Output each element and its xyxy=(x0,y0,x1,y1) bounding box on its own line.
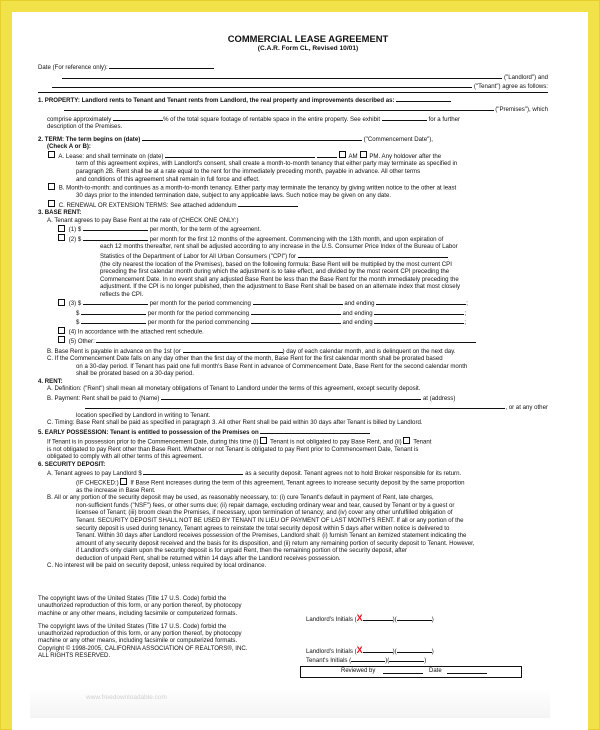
document-subtitle: (C.A.R. Form CL, Revised 10/01) xyxy=(257,45,359,52)
reviewed-by-box xyxy=(300,666,522,678)
page-reflection xyxy=(30,688,550,718)
term-c-line: C. RENEWAL OR EXTENSION TERMS: See attached addendum xyxy=(38,200,548,210)
addendum-field[interactable] xyxy=(238,200,298,207)
deposit-c: C. No interest will be paid on security deposit, unless required by local ordinance. xyxy=(47,562,267,570)
rent-a: A. Definition: ("Rent") shall mean all monetary obligations of Tenant to Landlord under the terms of this agreement, except security deposit. xyxy=(47,385,421,393)
base-rent-b: B. Base Rent is payable in advance on the 1st (or ) day of each calendar month, and is delinquent on the next day. xyxy=(47,347,456,355)
reviewed-by-label: Reviewed by xyxy=(341,668,376,674)
percent-field[interactable] xyxy=(113,114,163,121)
deposit-a-2: (IF CHECKED:) If Base Rent increases during the term of this agreement, Tenant agrees to increase security deposit by the same proportion xyxy=(76,479,465,487)
rent-amount-field[interactable] xyxy=(81,308,146,315)
checkbox[interactable] xyxy=(58,327,65,334)
reviewer-field[interactable] xyxy=(383,667,423,674)
property-line-2: ("Premises"), which xyxy=(38,104,548,114)
term-date-field[interactable] xyxy=(142,134,362,141)
x-mark: X xyxy=(356,613,363,623)
rent-b: B. Payment: Rent shall be paid to (Name) at (address) xyxy=(47,394,456,402)
copyright-notice-full: The copyright laws of the United States (Title 17 U.S. Code) forbid the unauthorized reproduction of this form, or any portion thereof, by photocopy machine or any other means, including facsimile or computerized formats. Copyright © 1998-2005, CALIFORNIA ASSOCIATION OF REALTORS®, INC. ALL RIGHTS RESERVED. xyxy=(38,622,248,660)
section-term: 2. TERM: The term begins on (date) ("Commencement Date"), xyxy=(38,135,434,143)
term-check-label: (Check A or B): xyxy=(47,143,91,151)
cpi-text: (the city nearest the location of the Premises), based on the following formula: Base Rent will be multiplied by the most current CPI xyxy=(100,260,452,268)
deposit-b: non-sufficient funds ("NSF") fees, or other sums due; (ii) repair damage, excluding ordinary wear and tear, caused by Tenant or by a guest or xyxy=(76,501,455,509)
rent-option-4: (4) In accordance with the attached rent schedule. xyxy=(38,327,548,336)
cpi-city-field[interactable] xyxy=(298,251,448,258)
term-a-text: and conditions of this agreement shall remain in full force and effect. xyxy=(76,175,260,183)
checkbox[interactable] xyxy=(48,151,55,158)
period-start-field[interactable] xyxy=(253,298,343,305)
initials-field[interactable] xyxy=(397,646,432,653)
initials-field[interactable] xyxy=(397,614,432,621)
period-end-field[interactable] xyxy=(376,298,466,305)
term-a-text: term of this agreement expires, with Landlord's consent, shall create a month-to-month tenancy that either party may terminate as specified in xyxy=(76,160,458,168)
term-a-line: A. Lease: and shall terminate on (date) AM PM. Any holdover after the xyxy=(38,151,548,161)
deposit-a-3: as the increase in Base Rent. xyxy=(76,486,156,494)
date-field[interactable] xyxy=(109,62,214,69)
possession-date-field[interactable] xyxy=(260,427,370,434)
terminate-date-field[interactable] xyxy=(165,151,315,158)
rent-amount-field[interactable] xyxy=(83,234,148,241)
rent-amount-field[interactable] xyxy=(81,317,146,324)
checkbox[interactable] xyxy=(403,437,410,444)
landlord-line: ("Landlord") and xyxy=(38,72,548,82)
deposit-b: B. All or any portion of the security deposit may be used, as reasonably necessary, to: (i) cure Tenant's default in payment of Rent, late charges, xyxy=(47,494,434,502)
lease-document xyxy=(38,33,548,570)
period-end-field[interactable] xyxy=(374,308,464,315)
early-possession-2: If Tenant is in possession prior to the Commencement Date, during this time (i) Tenant is not obligated to pay Base Rent, and (ii) Tenant xyxy=(47,438,432,446)
early-possession-4: obligated to comply with all other terms of this agreement. xyxy=(47,453,203,461)
property-field-2[interactable] xyxy=(64,104,494,111)
date-line: Date (For reference only): xyxy=(38,62,548,72)
deposit-amount-field[interactable] xyxy=(143,468,243,475)
deposit-b: Tenant. SECURITY DEPOSIT SHALL NOT BE USED BY TENANT IN LIEU OF PAYMENT OF LAST MONTH'S RENT. If all or any portion of the xyxy=(76,516,464,524)
term-b-text: 30 days prior to the intended termination date, subject to any applicable laws. Such notice may be given on any date. xyxy=(76,192,392,200)
section-rent: 4. RENT: xyxy=(38,377,63,385)
checkbox[interactable] xyxy=(48,200,55,207)
x-mark: X xyxy=(356,645,363,655)
term-b-line: B. Month-to-month: and continues as a month-to-month tenancy. Either party may terminate the tenancy by giving written notice to the other at least xyxy=(38,183,548,192)
landlord-initials: Landlord's Initials (X )( ) xyxy=(306,613,434,623)
landlord-initials-2: Landlord's Initials (X )( ) xyxy=(306,645,434,655)
checkbox[interactable] xyxy=(58,225,65,232)
time-field[interactable] xyxy=(317,151,337,158)
rent-option-3b: $ per month for the period commencing and ending ; xyxy=(76,309,467,317)
review-date-label: Date xyxy=(429,668,442,674)
document-footer xyxy=(38,595,548,659)
rent-option-1: (1) $ per month, for the term of the agreement. xyxy=(38,224,548,234)
checkbox[interactable] xyxy=(120,478,127,485)
property-line-3: comprise approximately % of the total square footage of rentable space in the entire property. See exhibit for a further xyxy=(47,115,460,123)
section-base-rent: 3. BASE RENT: xyxy=(38,209,82,217)
exhibit-field[interactable] xyxy=(382,114,427,121)
tenant-line: ("Tenant") agree as follows: xyxy=(38,81,548,91)
deposit-b: if Landlord's only claim upon the security deposit is for unpaid Rent, then the remaining portion of the security deposit, after xyxy=(76,547,408,555)
base-rent-c: C. If the Commencement Date falls on any day other than the first day of the month, Base Rent for the first calendar month shall be prorated based xyxy=(47,355,443,363)
other-field[interactable] xyxy=(96,336,476,343)
initials-field[interactable] xyxy=(363,646,393,653)
cpi-text: Commencement Date. In no event shall any adjusted Base Rent be less than the Base Rent for the month immediately preceding the xyxy=(100,275,459,283)
payment-day-field[interactable] xyxy=(183,346,283,353)
initials-field[interactable] xyxy=(351,655,385,662)
cpi-text: Statistics of the Department of Labor for All Urban Consumers ("CPI") for xyxy=(38,251,548,261)
cpi-text: preceding the first calendar month during which the adjustment is to take effect, and divided by the most recent CPI preceding the xyxy=(100,268,450,276)
tenant-initials: Tenant's Initials ( )( ) xyxy=(306,657,427,664)
property-line-4: description of the Premises. xyxy=(47,123,123,131)
rent-option-3c: $ per month for the period commencing and ending ; xyxy=(76,319,467,327)
checkbox-am[interactable] xyxy=(339,151,346,158)
rent-c: C. Timing: Base Rent shall be paid as specified in paragraph 3. All other Rent shall be paid within 30 days after Tenant is billed by Landlord. xyxy=(47,419,423,427)
period-start-field[interactable] xyxy=(251,317,341,324)
deposit-b: deduction of unpaid Rent, shall be returned within 14 days after the Landlord receives possession. xyxy=(76,554,341,562)
rent-b-2: , or at any other xyxy=(38,402,548,412)
copyright-notice: The copyright laws of the United States (Title 17 U.S. Code) forbid the unauthorized reproduction of this form, or any portion thereof, by photocopy machine or any other means, including facsimile or computerized formats. xyxy=(38,595,242,617)
deposit-a: A. Tenant agrees to pay Landlord $ as a security deposit. Tenant agrees not to hold Broker responsible for its return. xyxy=(47,470,462,478)
property-field[interactable] xyxy=(396,95,451,102)
base-rent-c: shall be prorated based on a 30-day period. xyxy=(76,370,194,378)
rent-amount-field[interactable] xyxy=(83,224,148,231)
divider xyxy=(38,92,548,93)
payee-name-field[interactable] xyxy=(161,393,421,400)
document-title: COMMERCIAL LEASE AGREEMENT xyxy=(227,33,389,44)
checkbox[interactable] xyxy=(58,234,65,241)
review-date-field[interactable] xyxy=(447,667,487,674)
initials-field[interactable] xyxy=(363,614,393,621)
deposit-b: amount of any security deposit received and the basis for its disposition, and (ii) return any remaining portion of security deposit to Tenant. However, xyxy=(76,539,475,547)
landlord-field[interactable] xyxy=(62,72,502,79)
checkbox[interactable] xyxy=(58,299,65,306)
checkbox[interactable] xyxy=(260,437,267,444)
checkbox[interactable] xyxy=(58,336,65,343)
watermark: www.freedownloadable.com xyxy=(86,694,167,701)
deposit-b: security deposit is used during tenancy, Tenant agrees to reinstate the total security deposit within 5 days after written notice is delivered to xyxy=(76,524,450,532)
tenant-field[interactable] xyxy=(52,81,472,88)
section-property: 1. PROPERTY: Landlord rents to Tenant and Tenant rents from Landlord, the real property and improvements described as: xyxy=(38,95,548,105)
period-end-field[interactable] xyxy=(374,317,464,324)
rent-option-3: (3) $ per month for the period commencing and ending ; xyxy=(38,298,548,308)
checkbox[interactable] xyxy=(48,183,55,190)
deposit-b: licensee of Tenant; (iii) broom clean the Premises, if necessary, upon termination of tenancy; and (iv) cover any other unfulfilled obligation of xyxy=(76,509,453,517)
term-a-text: paragraph 2B. Rent shall be at a rate equal to the rent for the immediately preceding month, payable in advance. All other terms xyxy=(76,168,421,176)
checkbox-pm[interactable] xyxy=(360,151,367,158)
deposit-b: Tenant. Within 30 days after Landlord receives possession of the Premises, Landlord shall: (i) furnish Tenant an itemized statement indicating the xyxy=(76,532,467,540)
section-early-possession: 5. EARLY POSSESSION: Tenant is entitled to possession of the Premises on xyxy=(38,427,548,437)
initials-field[interactable] xyxy=(389,655,424,662)
rent-amount-field[interactable] xyxy=(83,298,148,305)
rent-b-3: location specified by Landlord in writing to Tenant. xyxy=(76,411,211,419)
period-start-field[interactable] xyxy=(251,308,341,315)
rent-option-2: (2) $ per month for the first 12 months of the agreement. Commencing with the 13th month, and upon expiration of xyxy=(38,234,548,244)
base-rent-a: A. Tenant agrees to pay Base Rent at the rate of (CHECK ONE ONLY:) xyxy=(47,216,239,224)
cpi-text: reflects the CPI. xyxy=(100,290,144,298)
cpi-text: adjustment. If the CPI is no longer published, then the adjustment to Base Rent shall be based on an alternate index that most closely xyxy=(100,283,461,291)
rent-option-5: (5) Other: xyxy=(38,336,548,346)
section-security-deposit: 6. SECURITY DEPOSIT: xyxy=(38,460,106,468)
payee-address-field[interactable] xyxy=(85,402,505,409)
cpi-text: each 12 months thereafter, rent shall be adjusted according to any increase in the U.S. Consumer Price Index of the Bureau of Labor xyxy=(100,243,458,251)
early-possession-3: is not obligated to pay Rent other than Base Rent. Whether or not Tenant is obligated to pay Rent prior to Commencement Date, Tenant is xyxy=(47,445,419,453)
base-rent-c: on a 30-day period. If Tenant has paid one full month's Base Rent in advance of Commencement Date, Base Rent for the second calendar month xyxy=(76,362,468,370)
